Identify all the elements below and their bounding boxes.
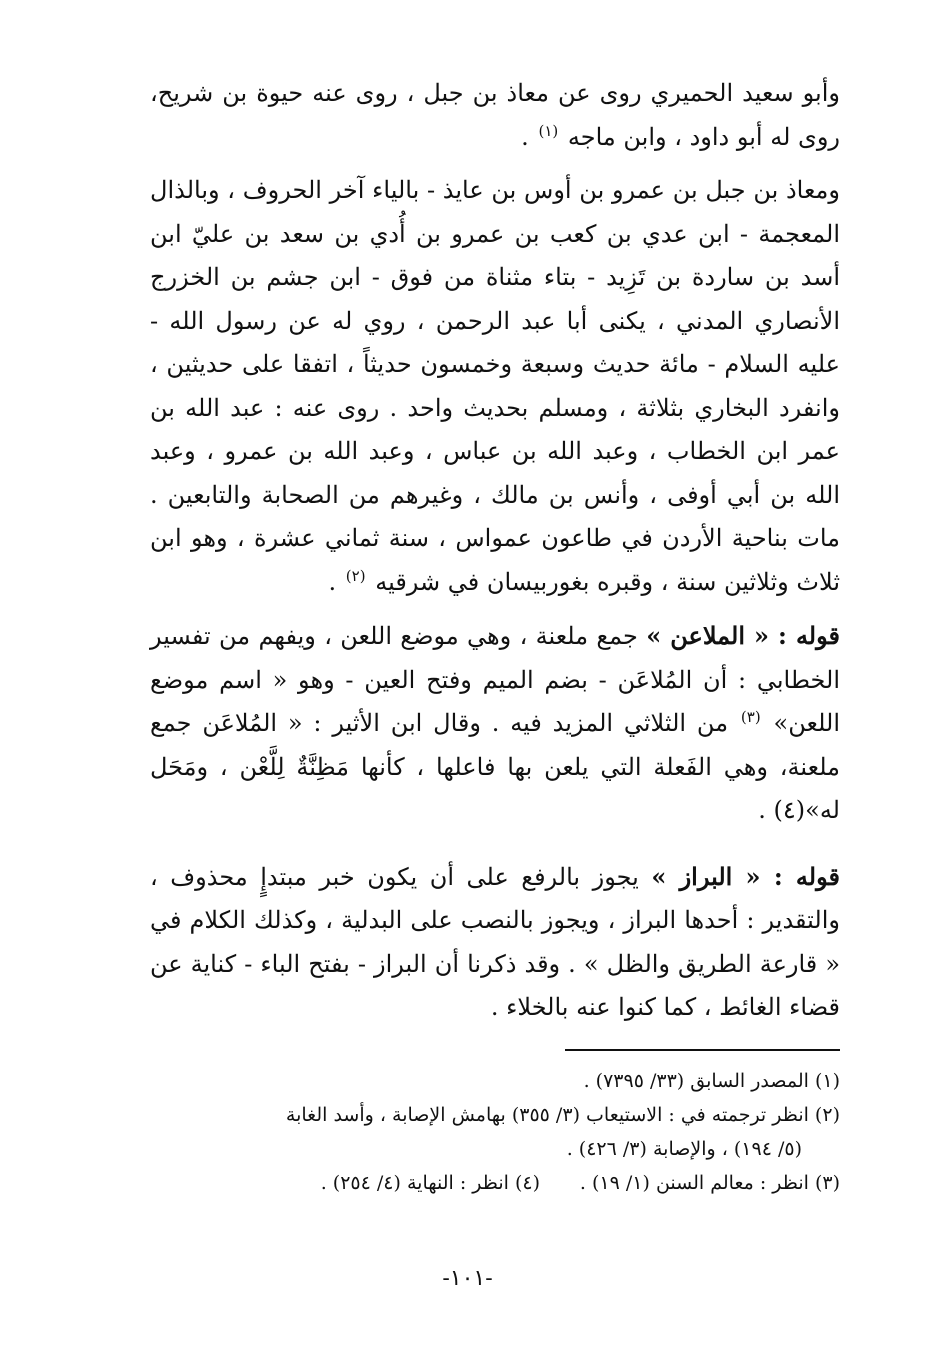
footnotes [150, 1064, 840, 1200]
paragraph-tail: من الثلاثي المزيد فيه . وقال ابن الأثير : « المُلاعَن جمع ملعنة، وهي الفَعلة التي يلعن بها فاعلها ، كأنها مَظِنَّةٌ لِلَّعْن ، ومَحَل له»(٤) . [150, 709, 840, 824]
paragraph-text: جمع ملعنة ، وهي موضع اللعن ، ويفهم من تفسير الخطابي : أن المُلاعَن - بضم الميم وفتح العين - وهو « اسم موضع اللعن» [150, 622, 840, 737]
page-number: -١٠١- [442, 1266, 493, 1291]
footnote-marker: (١) [538, 121, 559, 140]
paragraph-tail: . [521, 122, 529, 151]
paragraph-lead: قوله : « الملاعن » [646, 621, 840, 650]
paragraph-text: وأبو سعيد الحميري روى عن معاذ بن جبل ، روى عنه حيوة بن شريح، روى له أبو داود ، وابن ماجه [150, 79, 840, 151]
paragraph-text: ومعاذ بن جبل بن عمرو بن أوس بن عايذ - بالياء آخر الحروف ، وبالذال المعجمة - ابن عدي بن كعب بن عمرو بن أُدي بن سعد بن عليّ ابن أسد بن ساردة بن تَزِيد - بتاء مثناة من فوق - ابن جشم بن الخزرج الأنصاري المدني ، يكنى أبا عبد الرحمن ، روي له عن رسول الله - عليه السلام - مائة حديث وسبعة وخمسون حديثاً ، اتفقا على حديثين ، وانفرد البخاري بثلاثة ، ومسلم بحديث واحد . روى عنه : عبد الله بن عمر ابن الخطاب ، وعبد الله بن عباس ، وعبد الله بن عمرو ، وعبد الله بن أبي أوفى ، وأنس بن مالك ، وغيرهم من الصحابة والتابعين . مات بناحية الأردن في طاعون عمواس ، سنة ثماني عشرة ، وهو ابن ثلاث وثلاثين سنة ، وقبره بغوربيسان في شرقيه [150, 176, 840, 596]
paragraph-abu-saeed [150, 72, 840, 159]
paragraph-tail: . [328, 567, 337, 596]
footnote-2-continuation: (٥/ ١٩٤) ، والإصابة (٣/ ٤٢٦) . [566, 1138, 802, 1160]
main-text [150, 72, 840, 1030]
footnote-row-3-4 [150, 1166, 840, 1200]
footnote-marker: (٣) [740, 708, 761, 726]
paragraph-lead: قوله : « البراز » [651, 861, 840, 891]
footnote-2: (٢) انظر ترجمته في : الاستيعاب (٣/ ٣٥٥) بهامش الإصابة ، وأسد الغابة [285, 1104, 840, 1126]
paragraph-muadh [150, 169, 840, 604]
paragraph-malaein [150, 614, 840, 833]
footnote-3: (٣) انظر : معالم السنن (١/ ١٩) . [579, 1172, 840, 1194]
footnote-marker: (٢) [345, 566, 366, 585]
paragraph-baraz [150, 855, 840, 1030]
footnote-divider [565, 1049, 840, 1051]
footnote-4: (٤) انظر : النهاية (٤/ ٢٥٤) . [320, 1172, 540, 1194]
paragraph-text: يجوز بالرفع على أن يكون خبر مبتدإٍ محذوف ، والتقدير : أحدها البراز ، ويجوز بالنصب على البدلية ، وكذلك الكلام في « قارعة الطريق والظل » . وقد ذكرنا أن البراز - بفتح الباء - كناية عن قضاء الغائط ، كما كنوا عنه بالخلاء . [150, 862, 841, 1021]
footnote-1: (١) المصدر السابق (٣٣/ ٧٣٩٥) . [583, 1070, 840, 1092]
